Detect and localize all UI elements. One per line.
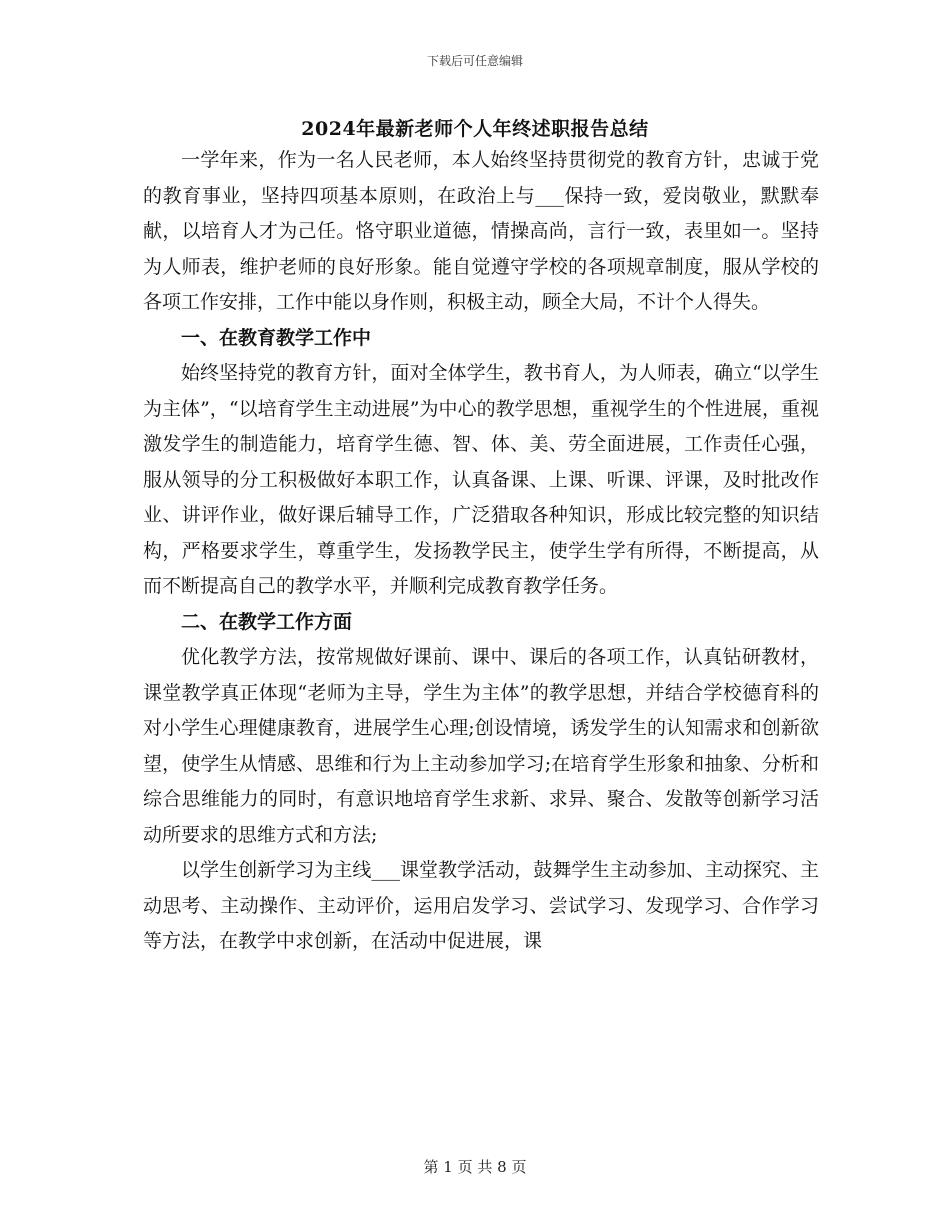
- document-title: 2024年最新老师个人年终述职报告总结: [301, 118, 649, 140]
- intro-paragraph: 一学年来，作为一名人民老师，本人始终坚持贯彻党的教育方针，忠诚于党的教育事业，坚持四项基本原则，在政治上与___保持一致，爱岗敬业，默默奉献，以培育人才为己任。恪守职业道德，情操高尚，言行一致，表里如一。坚持为人师表，维护老师的良好形象。能自觉遵守学校的各项规章制度，服从学校的各项工作安排，工作中能以身作则，积极主动，顾全大局，不计个人得失。: [143, 149, 819, 313]
- document-body: [143, 143, 819, 960]
- section-2-heading: 二、在教学工作方面: [181, 610, 353, 633]
- section-1-paragraph: 始终坚持党的教育方针，面对全体学生，教书育人，为人师表，确立“以学生为主体”，“以培育学生主动进展”为中心的教学思想，重视学生的个性进展，重视激发学生的制造能力，培育学生德、智、体、美、劳全面进展，工作责任心强，服从领导的分工积极做好本职工作，认真备课、上课、听课、评课，及时批改作业、讲评作业，做好课后辅导工作，广泛猎取各种知识，形成比较完整的知识结构，严格要求学生，尊重学生，发扬教学民主，使学生学有所得，不断提高，从而不断提高自己的教学水平，并顺利完成教育教学任务。: [143, 362, 819, 597]
- section-2-paragraph-2: 以学生创新学习为主线___课堂教学活动，鼓舞学生主动参加、主动探究、主动思考、主动操作、主动评价，运用启发学习、尝试学习、发现学习、合作学习等方法，在教学中求创新，在活动中促进展，课: [143, 859, 819, 952]
- section-1-heading: 一、在教育教学工作中: [181, 326, 372, 349]
- page-number-footer: 第 1 页 共 8 页: [423, 1158, 527, 1176]
- header-note: 下载后可任意编辑: [426, 54, 523, 68]
- section-2-paragraph-1: 优化教学方法，按常规做好课前、课中、课后的各项工作，认真钻研教材，课堂教学真正体现“老师为主导，学生为主体”的教学思想，并结合学校德育科的对小学生心理健康教育，进展学生心理;创设情境，诱发学生的认知需求和创新欲望，使学生从情感、思维和行为上主动参加学习;在培育学生形象和抽象、分析和综合思维能力的同时，有意识地培育学生求新、求异、聚合、发散等创新学习活动所要求的思维方式和方法;: [143, 646, 819, 846]
